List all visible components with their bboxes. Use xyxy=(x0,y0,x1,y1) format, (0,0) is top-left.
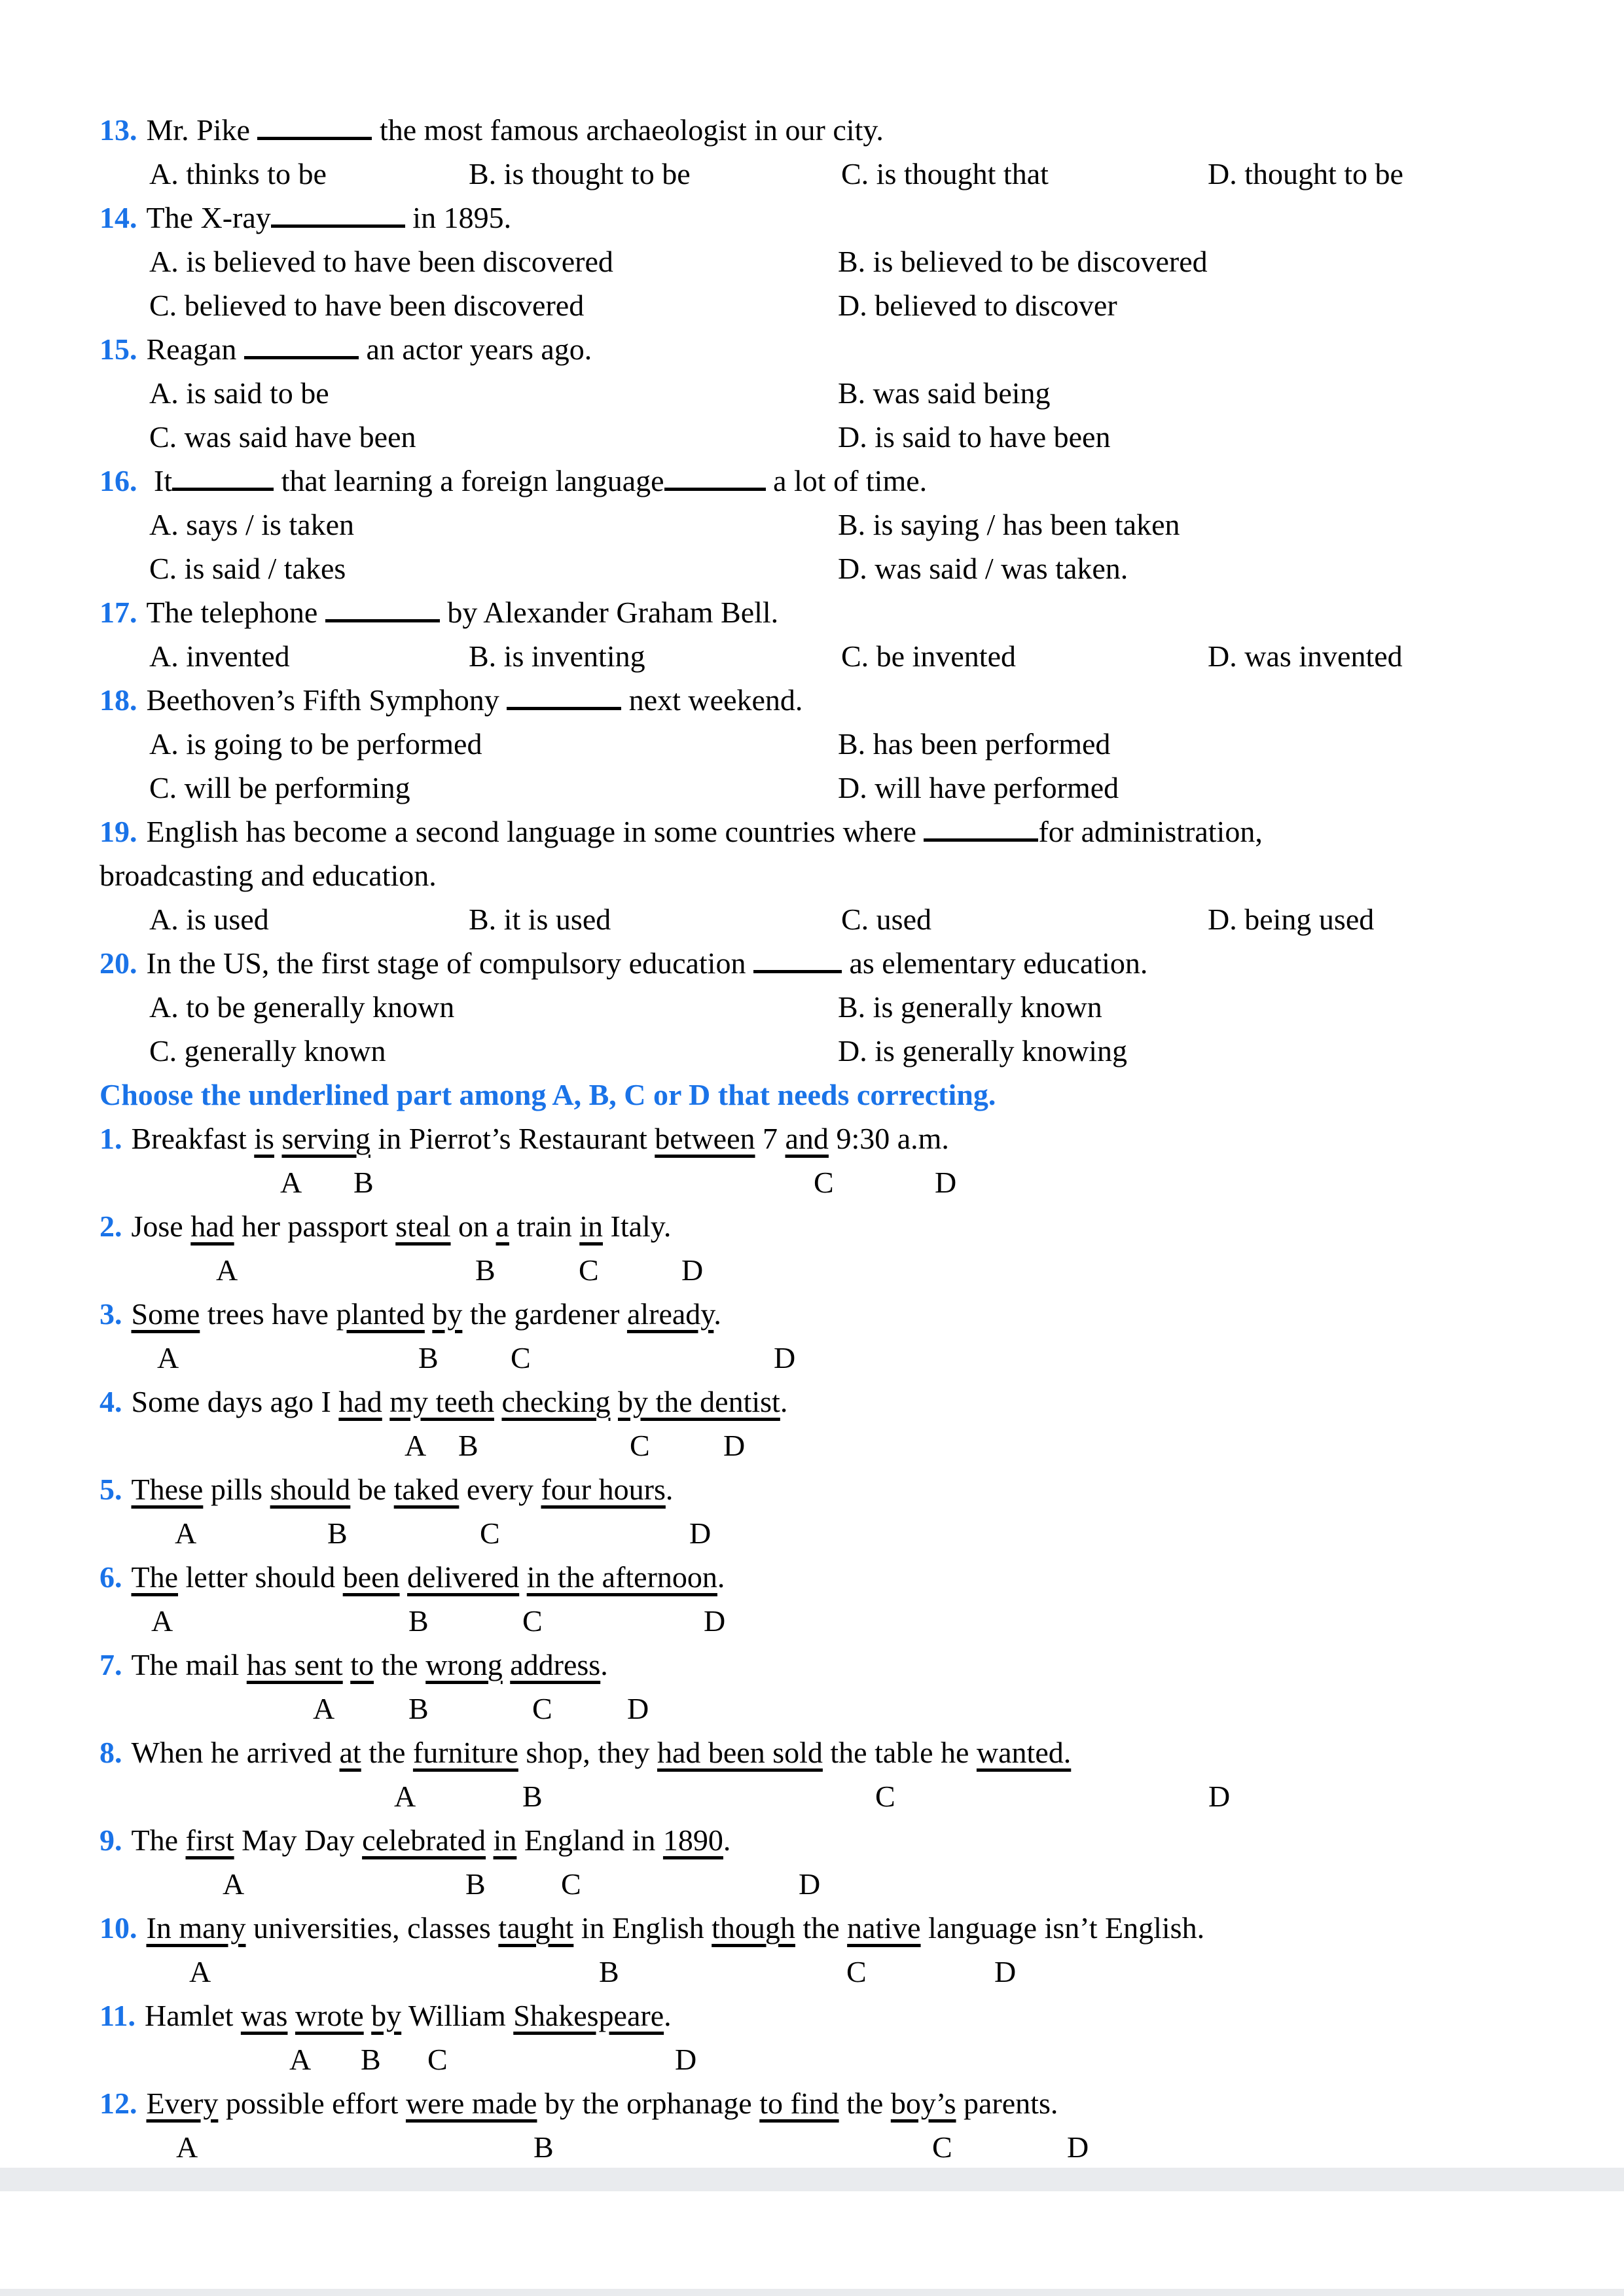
answer-letter-D: D xyxy=(799,1867,821,1901)
mcq-option-row xyxy=(0,722,1624,766)
underlined-part: wrong xyxy=(425,1648,503,1681)
answer-letter-B: B xyxy=(408,1692,429,1725)
sentence-text: pills xyxy=(203,1473,270,1506)
answer-letter-A: A xyxy=(223,1867,245,1901)
sentence-text xyxy=(503,1648,511,1681)
question-number: 3. xyxy=(99,1297,122,1331)
sentence-text xyxy=(287,1999,295,2032)
sentence-text: the xyxy=(361,1736,413,1769)
option-A: A. is going to be performed xyxy=(149,727,482,761)
answer-letter-A: A xyxy=(216,1253,238,1287)
blank-line xyxy=(244,336,359,359)
underlined-part: been xyxy=(342,1560,400,1594)
answer-letter-C: C xyxy=(630,1429,650,1462)
sentence-text: shop, they xyxy=(518,1736,657,1769)
answer-letters-row xyxy=(0,1774,1624,1818)
sentence-text xyxy=(382,1385,390,1418)
underlined-part: were made xyxy=(405,2087,537,2120)
sentence-text xyxy=(486,1823,494,1857)
answer-letter-C: C xyxy=(846,1955,867,1988)
correction-question-sentence xyxy=(0,1467,1624,1511)
question-number: 12. xyxy=(99,2087,137,2120)
section-header-text: Choose the underlined part among A, B, C or D that needs correcting. xyxy=(99,1078,996,1111)
answer-letter-C: C xyxy=(561,1867,581,1901)
answer-letter-D: D xyxy=(1067,2130,1089,2164)
mcq-question-sentence xyxy=(0,590,1624,634)
sentence-text: . xyxy=(665,1473,674,1506)
answer-letter-D: D xyxy=(681,1253,704,1287)
mcq-option-row xyxy=(0,1029,1624,1073)
answer-letter-D: D xyxy=(774,1341,796,1374)
sentence-text xyxy=(364,1999,372,2032)
underlined-part: in xyxy=(579,1210,604,1243)
answer-letters-row xyxy=(0,1687,1624,1731)
sentence-text: Mr. Pike xyxy=(146,113,258,147)
option-A: A. invented xyxy=(149,639,290,673)
option-C: C. is said / takes xyxy=(149,552,346,585)
mcq-question-sentence xyxy=(0,459,1624,503)
correction-question-sentence xyxy=(0,1380,1624,1424)
option-B: B. is believed to be discovered xyxy=(838,245,1208,278)
sentence-text: Reagan xyxy=(146,332,244,366)
question-number: 11. xyxy=(99,1999,135,2032)
option-D: D. was said / was taken. xyxy=(838,552,1128,585)
answer-letter-B: B xyxy=(353,1166,374,1199)
sentence-text xyxy=(400,1560,408,1594)
answer-letter-B: B xyxy=(361,2043,381,2076)
underlined-part: planted xyxy=(336,1297,425,1331)
underlined-part: Shakespeare xyxy=(513,1999,664,2032)
option-C: C. used xyxy=(841,903,931,936)
question-number: 16. xyxy=(99,464,137,497)
answer-letter-B: B xyxy=(533,2130,554,2164)
underlined-part: had xyxy=(190,1210,234,1243)
option-A: A. is believed to have been discovered xyxy=(149,245,613,278)
blank-line xyxy=(257,117,372,140)
correction-question-sentence xyxy=(0,1818,1624,1862)
mcq-option-row xyxy=(0,240,1624,283)
underlined-part: already xyxy=(626,1297,714,1331)
page-break-band xyxy=(0,2168,1624,2191)
sentence-text: the xyxy=(795,1911,848,1945)
underlined-part: Every xyxy=(146,2087,219,2120)
question-number: 9. xyxy=(99,1823,122,1857)
blank-line xyxy=(271,205,405,228)
sentence-text: 9:30 a.m. xyxy=(828,1122,949,1155)
answer-letter-D: D xyxy=(627,1692,649,1725)
underlined-part: furniture xyxy=(412,1736,518,1769)
question-number: 10. xyxy=(99,1911,137,1945)
sentence-text: . xyxy=(723,1823,731,1857)
option-A: A. is said to be xyxy=(149,376,329,410)
sentence-text: . xyxy=(664,1999,672,2032)
sentence-text: Italy. xyxy=(603,1210,672,1243)
option-C: C. will be performing xyxy=(149,771,410,804)
sentence-text: for administration, xyxy=(1038,815,1263,848)
question-number: 7. xyxy=(99,1648,122,1681)
mcq-option-row xyxy=(0,371,1624,415)
underlined-part: delivered xyxy=(407,1560,520,1594)
blank-line xyxy=(325,600,440,622)
question-number: 1. xyxy=(99,1122,122,1155)
multiple-choice-section xyxy=(0,108,1624,1073)
mcq-question-sentence xyxy=(0,108,1624,152)
question-number: 13. xyxy=(99,113,137,147)
option-D: D. being used xyxy=(1208,903,1375,936)
sentence-text: the table he xyxy=(822,1736,977,1769)
underlined-part: serving xyxy=(281,1122,370,1155)
underlined-part: and xyxy=(785,1122,829,1155)
sentence-text xyxy=(425,1297,433,1331)
answer-letter-D: D xyxy=(704,1604,726,1638)
sentence-text: an actor years ago. xyxy=(358,332,592,366)
sentence-text xyxy=(519,1560,527,1594)
question-number: 5. xyxy=(99,1473,122,1506)
sentence-text: by Alexander Graham Bell. xyxy=(439,596,779,629)
underlined-part: to find xyxy=(759,2087,839,2120)
underlined-part: has sent xyxy=(246,1648,343,1681)
question-number: 19. xyxy=(99,815,137,848)
blank-line xyxy=(924,819,1038,842)
sentence-text: 7 xyxy=(755,1122,785,1155)
underlined-part: The xyxy=(131,1560,179,1594)
blank-line xyxy=(664,468,766,491)
mcq-option-row xyxy=(0,547,1624,590)
sentence-text: the gardener xyxy=(462,1297,627,1331)
question-number: 14. xyxy=(99,201,137,234)
underlined-part: a xyxy=(496,1210,509,1243)
sentence-text: the xyxy=(839,2087,891,2120)
sentence-text: that learning a foreign language xyxy=(274,464,664,497)
mcq-option-row xyxy=(0,503,1624,547)
option-B: B. is thought to be xyxy=(469,157,691,190)
answer-letter-D: D xyxy=(935,1166,957,1199)
sentence-text: Breakfast xyxy=(131,1122,255,1155)
option-D: D. is said to have been xyxy=(838,420,1111,454)
answer-letter-A: A xyxy=(289,2043,312,2076)
mcq-question-sentence xyxy=(0,196,1624,240)
option-B: B. is saying / has been taken xyxy=(838,508,1180,541)
answer-letters-row xyxy=(0,2125,1624,2169)
answer-letter-A: A xyxy=(151,1604,173,1638)
underlined-part: 1890 xyxy=(662,1823,723,1857)
option-C: C. was said have been xyxy=(149,420,416,454)
answer-letter-A: A xyxy=(189,1955,211,1988)
underlined-part: though xyxy=(712,1911,795,1945)
answer-letter-C: C xyxy=(579,1253,599,1287)
underlined-part: by xyxy=(371,1999,402,2032)
sentence-text: The X-ray xyxy=(146,201,271,234)
answer-letter-B: B xyxy=(408,1604,429,1638)
option-B: B. was said being xyxy=(838,376,1051,410)
mcq-option-row xyxy=(0,766,1624,810)
correction-question-sentence xyxy=(0,1731,1624,1774)
sentence-text xyxy=(494,1385,502,1418)
answer-letter-B: B xyxy=(327,1516,348,1550)
answer-letter-C: C xyxy=(480,1516,500,1550)
underlined-part: my teeth xyxy=(389,1385,494,1418)
question-number: 6. xyxy=(99,1560,122,1594)
answer-letter-D: D xyxy=(675,2043,697,2076)
sentence-text: . xyxy=(717,1560,725,1594)
error-correction-section xyxy=(0,1117,1624,2169)
answer-letter-C: C xyxy=(532,1692,552,1725)
sentence-text: Some days ago I xyxy=(131,1385,339,1418)
underlined-part: by the dentist xyxy=(617,1385,780,1418)
sentence-text: It xyxy=(146,464,173,497)
answer-letter-C: C xyxy=(814,1166,834,1199)
answer-letters-row xyxy=(0,1336,1624,1380)
option-A: A. says / is taken xyxy=(149,508,355,541)
underlined-part: at xyxy=(339,1736,361,1769)
underlined-part: between xyxy=(655,1122,755,1155)
answer-letters-row xyxy=(0,1424,1624,1467)
blank-line xyxy=(753,950,842,973)
answer-letter-D: D xyxy=(994,1955,1017,1988)
mcq-option-row xyxy=(0,415,1624,459)
underlined-part: boy’s xyxy=(890,2087,956,2120)
mcq-question-sentence xyxy=(0,327,1624,371)
sentence-text: the xyxy=(373,1648,426,1681)
sentence-text: The telephone xyxy=(146,596,325,629)
question-number: 17. xyxy=(99,596,137,629)
mcq-question-sentence xyxy=(0,810,1624,853)
underlined-part: wrote xyxy=(295,1999,364,2032)
answer-letter-A: A xyxy=(175,1516,197,1550)
answer-letter-A: A xyxy=(405,1429,427,1462)
answer-letters-row xyxy=(0,1862,1624,1906)
correction-question-sentence xyxy=(0,1994,1624,2037)
sentence-text xyxy=(274,1122,282,1155)
option-D: D. believed to discover xyxy=(838,289,1117,322)
option-A: A. thinks to be xyxy=(149,157,327,190)
underlined-part: address xyxy=(510,1648,601,1681)
mcq-option-row xyxy=(0,897,1624,941)
underlined-part: by xyxy=(432,1297,463,1331)
answer-letters-row xyxy=(0,1950,1624,1994)
option-B: B. is generally known xyxy=(838,990,1102,1024)
underlined-part: These xyxy=(131,1473,204,1506)
mcq-option-row xyxy=(0,985,1624,1029)
correction-question-sentence xyxy=(0,1292,1624,1336)
option-D: D. thought to be xyxy=(1208,157,1403,190)
option-B: B. it is used xyxy=(469,903,611,936)
question-number: 8. xyxy=(99,1736,122,1769)
answer-letters-row xyxy=(0,1160,1624,1204)
underlined-part: four hours xyxy=(541,1473,666,1506)
mcq-question-continuation xyxy=(0,853,1624,897)
mcq-option-row xyxy=(0,152,1624,196)
correction-question-sentence xyxy=(0,1204,1624,1248)
correction-question-sentence xyxy=(0,1117,1624,1160)
question-number: 15. xyxy=(99,332,137,366)
mcq-question-sentence xyxy=(0,678,1624,722)
answer-letter-B: B xyxy=(418,1341,439,1374)
blank-line xyxy=(507,687,621,710)
answer-letter-C: C xyxy=(875,1780,895,1813)
answer-letter-A: A xyxy=(313,1692,335,1725)
sentence-text: The mail xyxy=(131,1648,247,1681)
sentence-text xyxy=(610,1385,618,1418)
answer-letter-A: A xyxy=(394,1780,416,1813)
underlined-part: had xyxy=(338,1385,382,1418)
sentence-text: broadcasting and education. xyxy=(99,859,437,892)
underlined-part: checking xyxy=(501,1385,611,1418)
answer-letter-B: B xyxy=(599,1955,619,1988)
answer-letters-row xyxy=(0,1511,1624,1555)
underlined-part: In many xyxy=(146,1911,246,1945)
sentence-text: Hamlet xyxy=(144,1999,241,2032)
underlined-part: taught xyxy=(498,1911,574,1945)
underlined-part: native xyxy=(847,1911,921,1945)
question-number: 20. xyxy=(99,946,137,980)
worksheet-page xyxy=(0,108,1624,2169)
sentence-text: English has become a second language in some countries where xyxy=(146,815,924,848)
sentence-text: language isn’t English. xyxy=(920,1911,1205,1945)
underlined-part: steal xyxy=(395,1210,451,1243)
underlined-part: was xyxy=(240,1999,288,2032)
option-D: D. was invented xyxy=(1208,639,1403,673)
sentence-text: William xyxy=(401,1999,514,2032)
option-A: A. to be generally known xyxy=(149,990,455,1024)
sentence-text: In the US, the first stage of compulsory education xyxy=(146,946,753,980)
underlined-part: to xyxy=(350,1648,374,1681)
answer-letter-B: B xyxy=(465,1867,486,1901)
correction-question-sentence xyxy=(0,1643,1624,1687)
page-edge-band xyxy=(0,2289,1624,2296)
sentence-text: in Pierrot’s Restaurant xyxy=(370,1122,655,1155)
sentence-text xyxy=(343,1648,351,1681)
answer-letter-C: C xyxy=(522,1604,543,1638)
sentence-text: parents. xyxy=(956,2087,1058,2120)
answer-letter-B: B xyxy=(522,1780,543,1813)
sentence-text: When he arrived xyxy=(131,1736,340,1769)
sentence-text: The xyxy=(131,1823,186,1857)
mcq-option-row xyxy=(0,634,1624,678)
sentence-text: . xyxy=(780,1385,788,1418)
mcq-question-sentence xyxy=(0,941,1624,985)
answer-letter-C: C xyxy=(511,1341,531,1374)
underlined-part: celebrated xyxy=(362,1823,486,1857)
option-C: C. generally known xyxy=(149,1034,386,1067)
answer-letter-A: A xyxy=(157,1341,179,1374)
underlined-part: should xyxy=(270,1473,351,1506)
answer-letter-C: C xyxy=(427,2043,448,2076)
answer-letters-row xyxy=(0,1599,1624,1643)
sentence-text: May Day xyxy=(234,1823,363,1857)
correction-question-sentence xyxy=(0,1906,1624,1950)
answer-letter-D: D xyxy=(723,1429,746,1462)
option-D: D. will have performed xyxy=(838,771,1119,804)
answer-letter-A: A xyxy=(176,2130,198,2164)
underlined-part: Some xyxy=(131,1297,200,1331)
answer-letter-D: D xyxy=(689,1516,712,1550)
option-C: C. is thought that xyxy=(841,157,1049,190)
option-D: D. is generally knowing xyxy=(838,1034,1128,1067)
sentence-text: letter should xyxy=(178,1560,343,1594)
sentence-text: in 1895. xyxy=(405,201,512,234)
sentence-text: as elementary education. xyxy=(841,946,1148,980)
option-B: B. has been performed xyxy=(838,727,1111,761)
answer-letter-A: A xyxy=(280,1166,302,1199)
sentence-text: every xyxy=(459,1473,541,1506)
answer-letter-D: D xyxy=(1208,1780,1231,1813)
underlined-part: first xyxy=(185,1823,234,1857)
mcq-option-row xyxy=(0,283,1624,327)
question-number: 18. xyxy=(99,683,137,717)
question-number: 2. xyxy=(99,1210,122,1243)
answer-letters-row xyxy=(0,2037,1624,2081)
answer-letters-row xyxy=(0,1248,1624,1292)
underlined-part: is xyxy=(254,1122,274,1155)
option-C: C. believed to have been discovered xyxy=(149,289,585,322)
sentence-text: in English xyxy=(573,1911,712,1945)
sentence-text: train xyxy=(509,1210,580,1243)
sentence-text: universities, classes xyxy=(245,1911,499,1945)
underlined-part: taked xyxy=(393,1473,460,1506)
sentence-text: possible effort xyxy=(218,2087,406,2120)
correction-question-sentence xyxy=(0,1555,1624,1599)
question-number: 4. xyxy=(99,1385,122,1418)
sentence-text: a lot of time. xyxy=(765,464,928,497)
sentence-text: next weekend. xyxy=(621,683,803,717)
underlined-part: wanted. xyxy=(976,1736,1072,1769)
sentence-text: England in xyxy=(516,1823,663,1857)
option-C: C. be invented xyxy=(841,639,1016,673)
sentence-text: by the orphanage xyxy=(537,2087,760,2120)
sentence-text: on xyxy=(450,1210,496,1243)
underlined-part: in the afternoon xyxy=(526,1560,717,1594)
sentence-text: be xyxy=(350,1473,394,1506)
sentence-text: her passport xyxy=(234,1210,396,1243)
sentence-text: . xyxy=(600,1648,608,1681)
sentence-text: the most famous archaeologist in our city. xyxy=(372,113,884,147)
answer-letter-B: B xyxy=(475,1253,496,1287)
sentence-text: Jose xyxy=(131,1210,191,1243)
underlined-part: had been sold xyxy=(657,1736,823,1769)
sentence-text: Beethoven’s Fifth Symphony xyxy=(146,683,507,717)
blank-line xyxy=(172,468,274,491)
section-header xyxy=(0,1073,1624,1117)
option-A: A. is used xyxy=(149,903,269,936)
sentence-text: trees have xyxy=(200,1297,336,1331)
correction-question-sentence xyxy=(0,2081,1624,2125)
underlined-part: in xyxy=(493,1823,517,1857)
answer-letter-B: B xyxy=(458,1429,478,1462)
answer-letter-C: C xyxy=(932,2130,952,2164)
sentence-text: . xyxy=(713,1297,721,1331)
option-B: B. is inventing xyxy=(469,639,645,673)
